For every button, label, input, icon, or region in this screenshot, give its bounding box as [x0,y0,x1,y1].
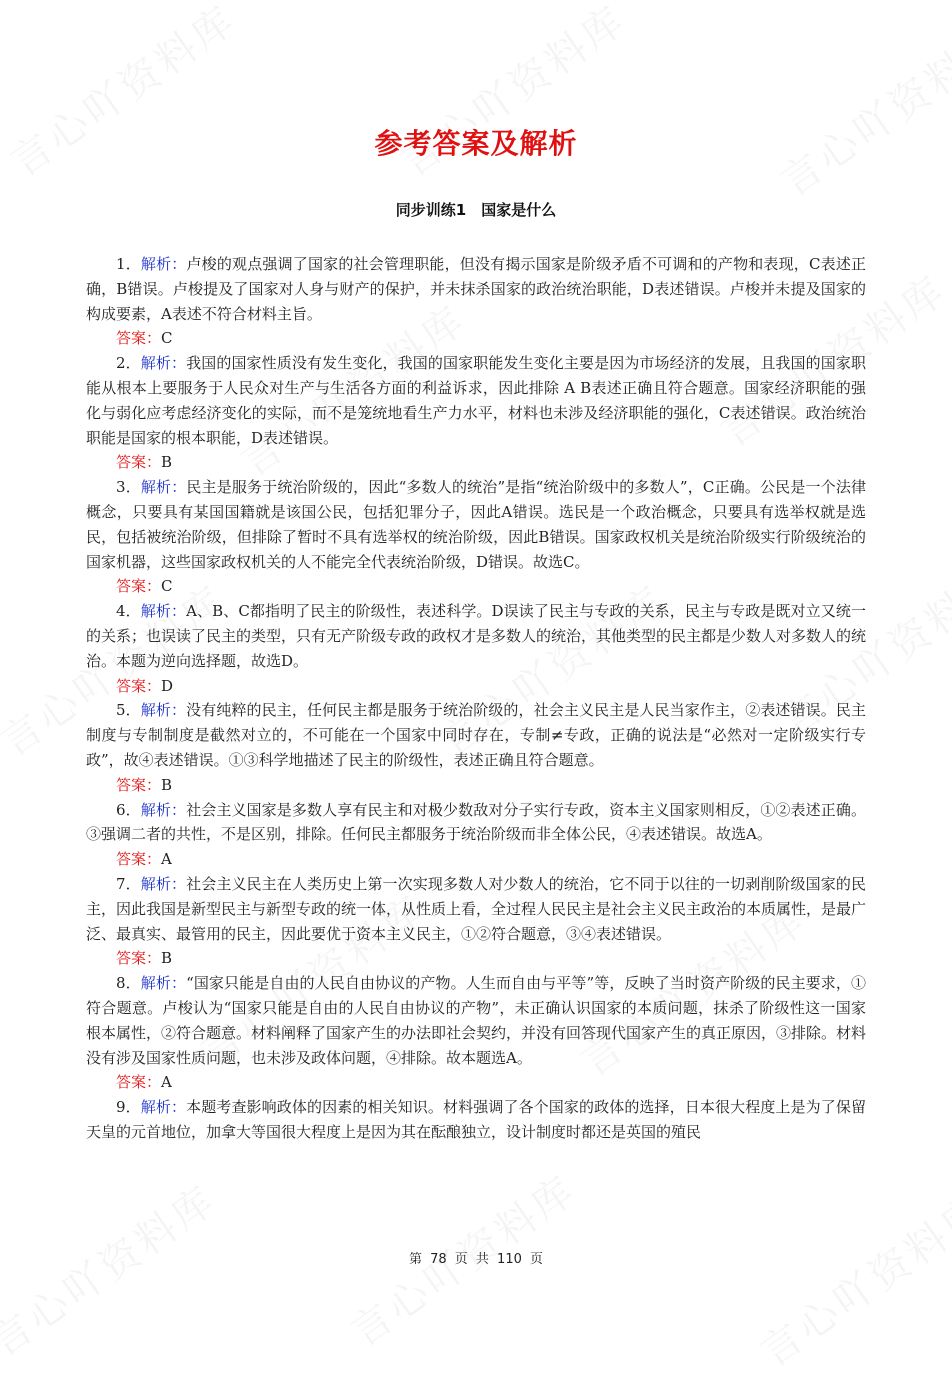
analysis-text: A、B、C都指明了民主的阶级性，表述科学。D误读了民主与专政的关系，民主与专政是既对立又统一的关系；也误读了民主的类型，只有无产阶级专政的政权才是多数人的统治，其他类型的民主都是少数人对多数人的统治。本题为逆向选择题，故选D。 [86,602,867,670]
question-number: 4． [116,602,141,621]
analysis-label: 解析： [140,602,187,621]
answer-value: B [161,453,173,472]
answer-value: B [161,949,173,968]
analysis-label: 解析： [140,800,187,819]
analysis-label: 解析： [140,255,187,273]
answer-line [86,326,866,351]
analysis-paragraph [86,351,866,450]
watermark [0,1169,226,1367]
analysis-paragraph [86,798,866,848]
analysis-paragraph [86,872,866,946]
answer-value: B [161,775,173,794]
analysis-paragraph [86,971,866,1070]
answer-value: C [161,329,173,348]
answer-line [86,674,866,699]
answer-label: 答案： [116,1073,162,1092]
analysis-text: 社会主义国家是多数人享有民主和对极少数敌对分子实行专政，资本主义国家则相反，①②表述正确。③强调二者的共性，不是区别，排除。任何民主都服务于统治阶级而非全体公民，④表述错误。故选A。 [86,800,866,844]
analysis-label: 解析： [140,1098,187,1117]
answer-label: 答案： [116,453,162,472]
answer-line [86,574,866,599]
analysis-paragraph [86,252,866,326]
answer-line [86,946,866,971]
analysis-label: 解析： [140,478,187,497]
question-number: 7． [116,874,141,893]
answer-label: 答案： [116,850,162,869]
answer-line [86,450,866,475]
page-title: 参考答案及解析 [374,127,578,160]
answer-list [86,252,866,1145]
question-number: 2． [116,354,141,373]
analysis-label: 解析： [140,974,187,993]
answer-label: 答案： [116,949,162,968]
answer-label: 答案： [116,577,162,596]
question-number: 9． [116,1098,141,1117]
question-number: 8． [116,974,141,993]
analysis-text: 卢梭的观点强调了国家的社会管理职能，但没有揭示国家是阶级矛盾不可调和的产物和表现，C表述正确，B错误。卢梭提及了国家对人身与财产的保护，并未抹杀国家的政治统治职能，D表述错误。卢梭并未提及国家的构成要素，A表述不符合材料主旨。 [86,255,867,323]
question-number: 1． [116,255,141,273]
analysis-paragraph [86,698,866,772]
analysis-label: 解析： [140,874,187,893]
analysis-text: 本题考查影响政体的因素的相关知识。材料强调了各个国家的政体的选择，日本很大程度上是为了保留天皇的元首地位，加拿大等国很大程度上是因为其在酝酿独立，设计制度时都还是英国的殖民 [86,1098,866,1141]
analysis-paragraph [86,1095,866,1145]
analysis-paragraph [86,599,866,673]
analysis-text: 社会主义民主在人类历史上第一次实现多数人对少数人的统治，它不同于以往的一切剥削阶级国家的民主，因此我国是新型民主与新型专政的统一体，从性质上看，全过程人民民主是社会主义民主政治的本质属性，是最广泛、最真实、最管用的民主，因此要优于资本主义民主，①②符合题意，③④表述错误。 [86,874,867,943]
page-footer: 第 78 页 共 110 页 [408,1252,544,1267]
answer-label: 答案： [116,329,162,348]
answer-line [86,773,866,798]
question-number: 6． [116,800,141,819]
analysis-label: 解析： [140,354,187,373]
answer-value: C [161,577,173,596]
answer-label: 答案： [116,676,162,695]
analysis-label: 解析： [140,701,187,720]
answer-label: 答案： [116,775,162,794]
watermark [768,9,952,207]
analysis-text: “国家只能是自由的人民自由协议的产物。人生而自由与平等”等，反映了当时资产阶级的民主要求，①符合题意。卢梭认为“国家只能是自由的人民自由协议的产物”，未正确认识国家的本质问题，抹杀了阶级性这一国家根本属性，②符合题意。材料阐释了国家产生的办法即社会契约，并没有回答现代国家产生的真正原因，③排除。材料没有涉及国家性质问题，也未涉及政体问题，④排除。故本题选A。 [86,974,867,1067]
answer-line [86,1070,866,1095]
analysis-paragraph [86,475,866,574]
answer-value: D [161,676,174,695]
question-number: 3． [116,478,141,497]
analysis-text: 没有纯粹的民主，任何民主都是服务于统治阶级的，社会主义民主是人民当家作主，②表述错误。民主制度与专制制度是截然对立的，不可能在一个国家中同时存在，专制≠专政，正确的说法是“必然对一定阶级实行专政”，故④表述错误。①③科学地描述了民主的阶级性，表述正确且符合题意。 [86,701,866,769]
watermark [748,1179,952,1377]
analysis-text: 我国的国家性质没有发生变化，我国的国家职能发生变化主要是因为市场经济的发展，且我国的国家职能从根本上要服务于人民众对生产与生活各方面的利益诉求，因此排除 A B表述正确且符合题意。国家经济职能的强化与弱化应考虑经济变化的实际，而不是笼统地看生产力水平，材料也未涉及经济职能的强化，C表述错误。政治统治职能是国家的根本职能，D表述错误。 [86,354,866,447]
answer-value: A [161,1073,172,1092]
section-title: 同步训练1 国家是什么 [395,201,557,219]
answer-value: A [161,850,172,869]
answer-line [86,847,866,872]
analysis-text: 民主是服务于统治阶级的，因此“多数人的统治”是指“统治阶级中的多数人”，C正确。公民是一个法律概念，只要具有某国国籍就是该国公民，包括犯罪分子，因此A错误。选民是一个政治概念，只要具有选举权就是选民，包括被统治阶级，但排除了暂时不具有选举权的统治阶级，因此B错误。国家政权机关是统治阶级实行阶级统治的国家机器，这些国家政权机关的人不能完全代表统治阶级，D错误。故选C。 [86,478,866,571]
question-number: 5． [116,701,141,720]
